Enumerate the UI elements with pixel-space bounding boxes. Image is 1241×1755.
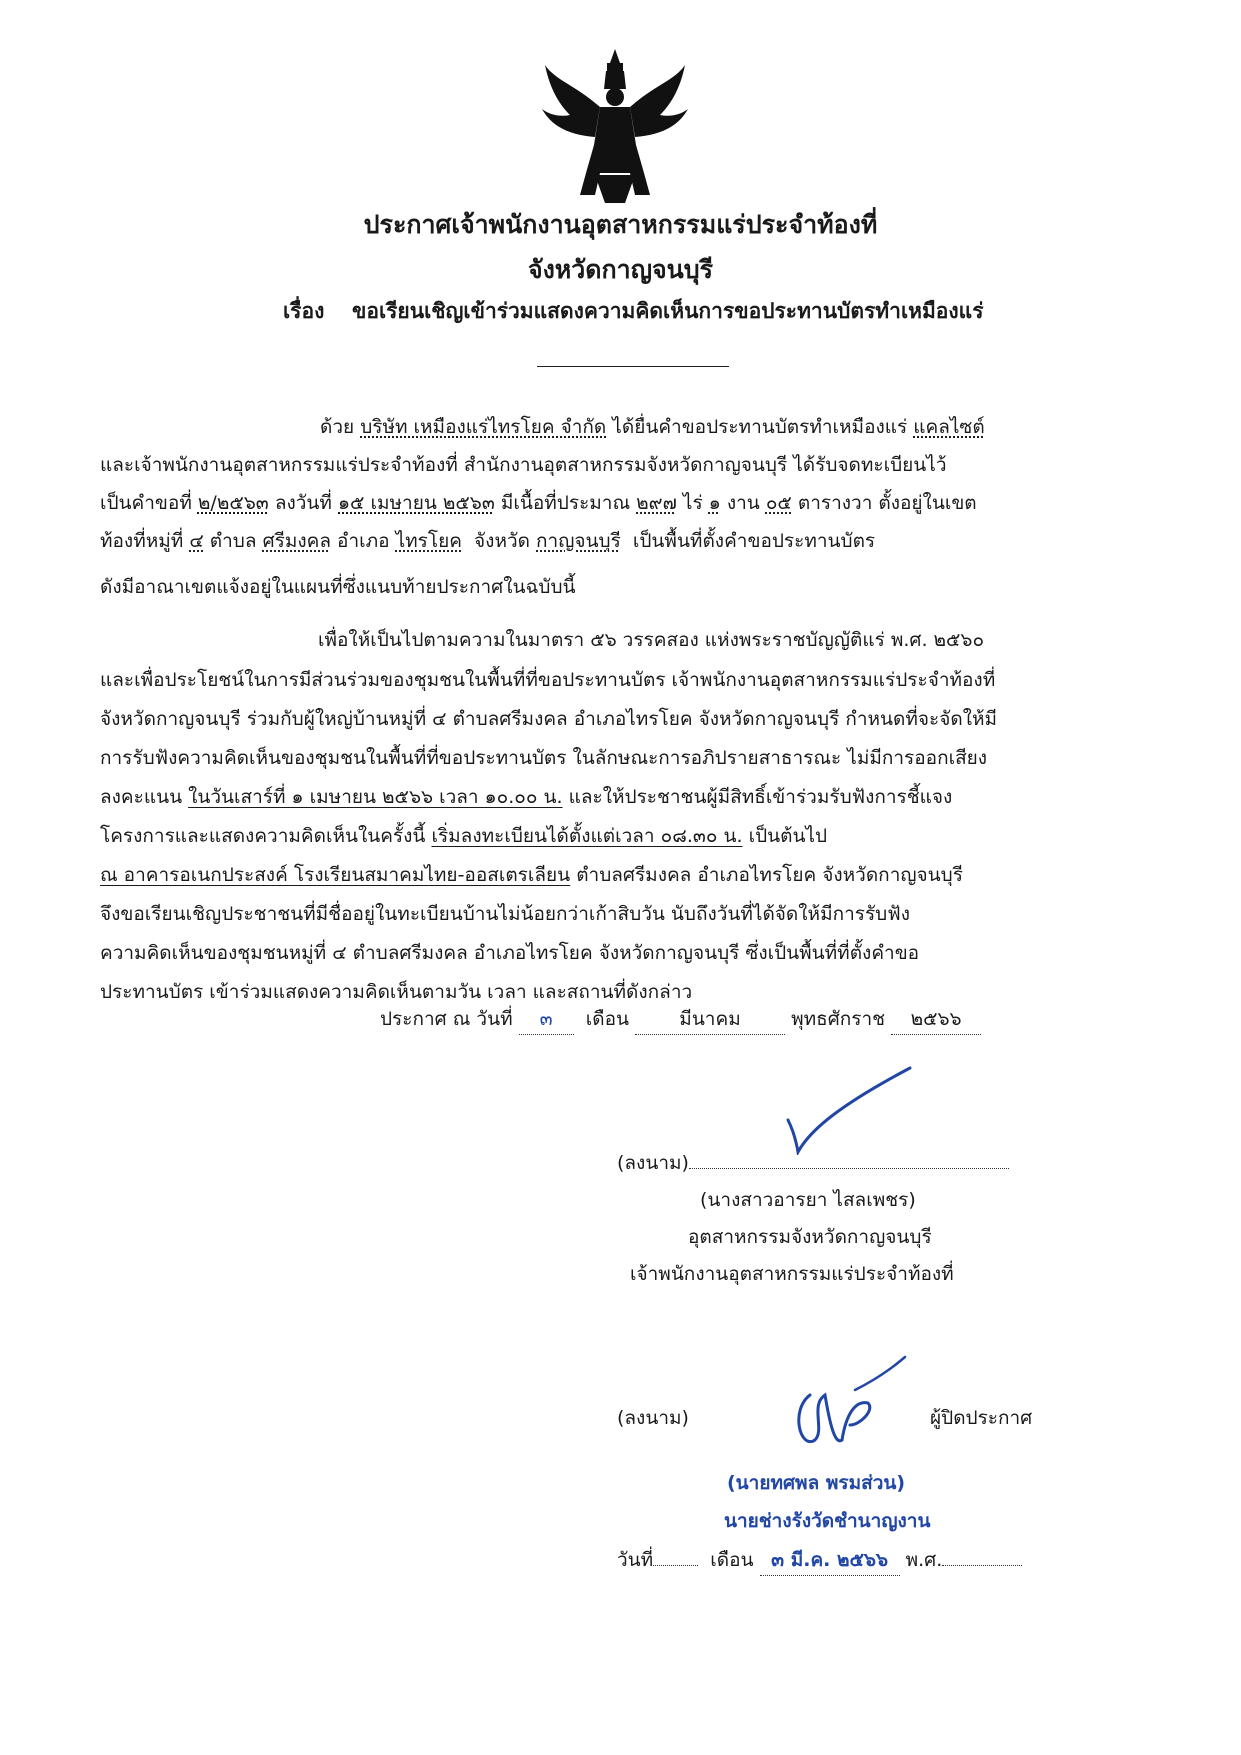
- hearing-date-time: ในวันเสาร์ที่ ๑ เมษายน ๒๕๖๖ เวลา ๑๐.๐๐ น.: [188, 786, 563, 808]
- para1-line5: ดังมีอาณาเขตแจ้งอยู่ในแผนที่ซึ่งแนบท้ายประกาศในฉบับนี้: [100, 576, 576, 598]
- registration-time: เริ่มลงทะเบียนได้ตั้งแต่เวลา ๐๘.๓๐ น.: [431, 825, 743, 847]
- signature-1: [770, 1060, 920, 1155]
- para2-line9: ความคิดเห็นของชุมชนหมู่ที่ ๔ ตำบลศรีมงคล อำเภอไทรโยค จังหวัดกาญจนบุรี ซึ่งเป็นพื้นที่ที่ตั้งคำขอ: [100, 942, 920, 964]
- signature-2: [780, 1355, 920, 1455]
- para2-line6: โครงการและแสดงความคิดเห็นในครั้งนี้ เริ่มลงทะเบียนได้ตั้งแต่เวลา ๐๘.๓๐ น. เป็นต้นไป: [100, 825, 828, 847]
- subdistrict-name: ศรีมงคล: [262, 530, 331, 552]
- announce-day: ๓: [519, 1004, 574, 1035]
- title-divider: [537, 366, 729, 367]
- subject-text: ขอเรียนเชิญเข้าร่วมแสดงความคิดเห็นการขอประทานบัตรทำเหมืองแร่: [352, 299, 984, 323]
- para1-line2: และเจ้าพนักงานอุตสาหกรรมแร่ประจำท้องที่ สำนักงานอุตสาหกรรมจังหวัดกาญจนบุรี ได้รับจดทะเบียนไว้: [100, 454, 947, 476]
- signer2-role: ผู้ปิดประกาศ: [930, 1407, 1033, 1429]
- company-name: บริษัท เหมืองแร่ไทรโยค จำกัด: [360, 416, 607, 438]
- signer2-sign-label: (ลงนาม): [617, 1407, 689, 1429]
- signer1-sign-line: (ลงนาม): [617, 1148, 1009, 1178]
- province-name: กาญจนบุรี: [536, 530, 621, 552]
- announcement-title: ประกาศเจ้าพนักงานอุตสาหกรรมแร่ประจำท้องที่: [363, 210, 878, 239]
- district-name: ไทรโยค: [395, 530, 462, 552]
- area-wa: ๐๕: [765, 492, 792, 514]
- para2-line4: การรับฟังความคิดเห็นของชุมชนในพื้นที่ที่ขอประทานบัตร ในลักษณะการอภิปรายสาธารณะ ไม่มีการออกเสียง: [100, 747, 988, 769]
- para2-line2: และเพื่อประโยชน์ในการมีส่วนร่วมของชุมชนในพื้นที่ที่ขอประทานบัตร เจ้าพนักงานอุตสาหกรรมแร่ประจำท้องที่: [100, 669, 996, 691]
- province-title: จังหวัดกาญจนบุรี: [527, 255, 714, 284]
- area-rai: ๒๙๗: [636, 492, 677, 514]
- para1-line1: ด้วย บริษัท เหมืองแร่ไทรโยค จำกัด ได้ยื่นคำขอประทานบัตรทำเหมืองแร่ แคลไซต์: [320, 416, 985, 438]
- area-ngan: ๑: [708, 492, 721, 514]
- para2-line7: ณ อาคารอเนกประสงค์ โรงเรียนสมาคมไทย-ออสเตรเลียน ตำบลศรีมงคล อำเภอไทรโยค จังหวัดกาญจนบุรี: [100, 864, 963, 886]
- village-number: ๔: [189, 530, 204, 552]
- mineral-type: แคลไซต์: [913, 416, 985, 438]
- para2-line8: จึงขอเรียนเชิญประชาชนที่มีชื่ออยู่ในทะเบียนบ้านไม่น้อยกว่าเก้าสิบวัน นับถึงวันที่ได้จัดให้มีการรับฟัง: [100, 903, 910, 925]
- announce-date-line: ประกาศ ณ วันที่ ๓ เดือน มีนาคม พุทธศักราช ๒๕๖๖: [380, 1004, 981, 1035]
- signer1-position1: อุตสาหกรรมจังหวัดกาญจนบุรี: [688, 1226, 932, 1248]
- announce-year: ๒๕๖๖: [891, 1004, 981, 1035]
- para1-line3: เป็นคำขอที่ ๒/๒๕๖๓ ลงวันที่ ๑๕ เมษายน ๒๕๖๓ มีเนื้อที่ประมาณ ๒๙๗ ไร่ ๑ งาน ๐๕ ตารางวา ตั้งอยู่ในเขต: [100, 492, 977, 514]
- signer2-name-stamp: (นายทศพล พรมส่วน): [727, 1472, 906, 1494]
- para2-line10: ประทานบัตร เข้าร่วมแสดงความคิดเห็นตามวัน เวลา และสถานที่ดังกล่าว: [100, 981, 693, 1003]
- posting-date-stamp: ๓ มี.ค. ๒๕๖๖: [760, 1545, 900, 1576]
- para2-line1: เพื่อให้เป็นไปตามความในมาตรา ๕๖ วรรคสอง แห่งพระราชบัญญัติแร่ พ.ศ. ๒๕๖๐: [318, 629, 985, 651]
- para1-line4: ท้องที่หมู่ที่ ๔ ตำบล ศรีมงคล อำเภอ ไทรโยค จังหวัด กาญจนบุรี เป็นพื้นที่ตั้งคำขอประทานบัตร: [100, 530, 876, 552]
- request-number: ๒/๒๕๖๓: [197, 492, 269, 514]
- signer1-position2: เจ้าพนักงานอุตสาหกรรมแร่ประจำท้องที่: [630, 1263, 954, 1285]
- registration-date: ๑๕ เมษายน ๒๕๖๓: [338, 492, 495, 514]
- garuda-emblem-icon: [540, 45, 690, 205]
- signer2-position-stamp: นายช่างรังวัดชำนาญงาน: [724, 1510, 931, 1532]
- signer1-name: (นางสาวอารยา ไสลเพชร): [700, 1189, 916, 1211]
- subject-label: เรื่อง: [283, 299, 325, 323]
- para2-line5: ลงคะแนน ในวันเสาร์ที่ ๑ เมษายน ๒๕๖๖ เวลา ๑๐.๐๐ น. และให้ประชาชนผู้มีสิทธิ์เข้าร่วมรับฟังการชี้แจง: [100, 786, 953, 808]
- para2-line3: จังหวัดกาญจนบุรี ร่วมกับผู้ใหญ่บ้านหมู่ที่ ๔ ตำบลศรีมงคล อำเภอไทรโยค จังหวัดกาญจนบุรี กำหนดที่จะจัดให้มี: [100, 708, 998, 730]
- hearing-venue: ณ อาคารอเนกประสงค์ โรงเรียนสมาคมไทย-ออสเตรเลียน: [100, 864, 571, 886]
- posting-date-line: วันที่ เดือน ๓ มี.ค. ๒๕๖๖ พ.ศ.: [617, 1545, 1022, 1576]
- announce-month: มีนาคม: [635, 1004, 785, 1035]
